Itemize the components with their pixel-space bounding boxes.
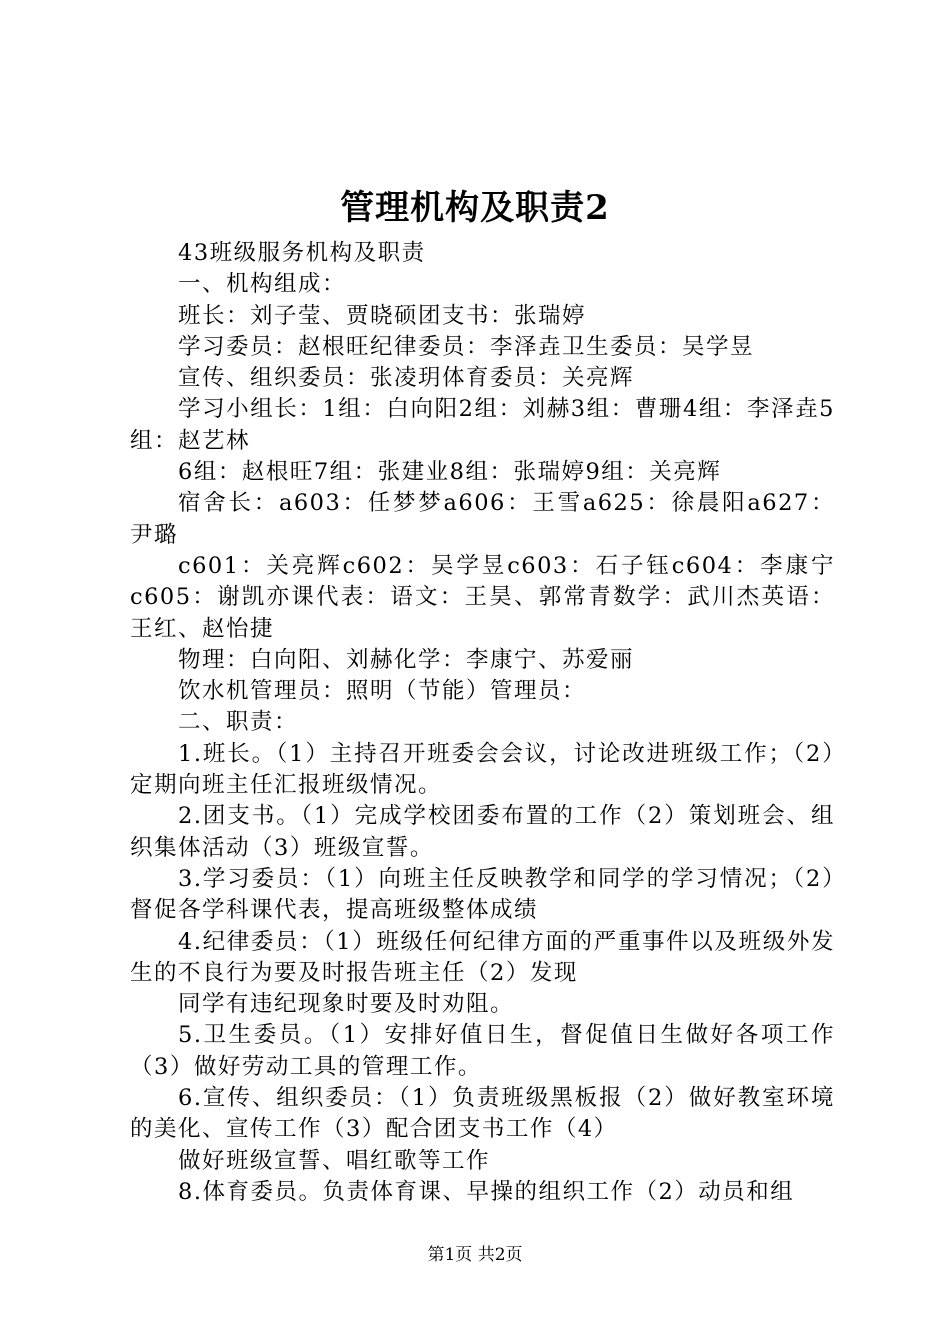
paragraph-duty-publicity: 6.宣传、组织委员：（1）负责班级黑板报（2）做好教室环境的美化、宣传工作（3）配合团支书工作（4） [130, 1085, 835, 1143]
paragraph-subject-reps: 物理：白向阳、刘赫化学：李康宁、苏爱丽 [178, 646, 635, 673]
paragraph-class-monitor: 班长：刘子莹、贾晓硕团支书：张瑞婷 [178, 302, 587, 329]
paragraph-dorm-leaders-a: 宿舍长：a603：任梦梦a606：王雪a625：徐晨阳a627：尹璐 [130, 490, 835, 548]
paragraph-section-one-heading: 一、机构组成： [178, 271, 347, 298]
paragraph-duty-league: 2.团支书。（1）完成学校团委布置的工作（2）策划班会、组织集体活动（3）班级宣誓。 [130, 803, 835, 861]
paragraph-duty-sports: 8.体育委员。负责体育课、早操的组织工作（2）动员和组 [178, 1178, 795, 1205]
paragraph-publicity-sports: 宣传、组织委员：张凌玥体育委员：关亮辉 [178, 365, 635, 392]
paragraph-duty-monitor: 1.班长。（1）主持召开班委会会议，讨论改进班级工作；（2）定期向班主任汇报班级情况。 [130, 740, 835, 799]
paragraph-duty-publicity-cont: 做好班级宣誓、唱红歌等工作 [178, 1147, 491, 1174]
paragraph-dorm-leaders-c: c601：关亮辉c602：吴学昱c603：石子钰c604：李康宁c605：谢凯亦课代表：语文：王昊、郭常青数学：武川杰英语：王红、赵怡捷 [130, 552, 835, 642]
page-title: 管理机构及职责2 [340, 188, 610, 228]
paragraph-section-two-heading: 二、职责： [178, 709, 299, 736]
paragraph-study-groups-1: 学习小组长：1组：白向阳2组：刘赫3组：曹珊4组：李泽垚5组：赵艺林 [130, 396, 835, 454]
page-footer: 第1页 共2页 [427, 1245, 523, 1265]
document-body [130, 238, 835, 1208]
paragraph-duty-discipline: 4.纪律委员：（1）班级任何纪律方面的严重事件以及班级外发生的不良行为要及时报告班主任（2）发现 [130, 928, 835, 986]
paragraph-water-lighting: 饮水机管理员：照明（节能）管理员： [178, 678, 587, 705]
paragraph-duty-study: 3.学习委员：（1）向班主任反映教学和同学的学习情况；（2）督促各学科课代表，提高班级整体成绩 [130, 865, 835, 924]
paragraph-duty-discipline-cont: 同学有违纪现象时要及时劝阻。 [178, 991, 515, 1018]
paragraph-study-groups-2: 6组：赵根旺7组：张建业8组：张瑞婷9组：关亮辉 [178, 459, 722, 486]
paragraph-class-org-heading: 43班级服务机构及职责 [178, 240, 426, 266]
paragraph-duty-hygiene: 5.卫生委员。（1）安排好值日生，督促值日生做好各项工作（3）做好劳动工具的管理工作。 [130, 1022, 835, 1080]
paragraph-committee-members: 学习委员：赵根旺纪律委员：李泽垚卫生委员：吴学昱 [178, 333, 755, 360]
